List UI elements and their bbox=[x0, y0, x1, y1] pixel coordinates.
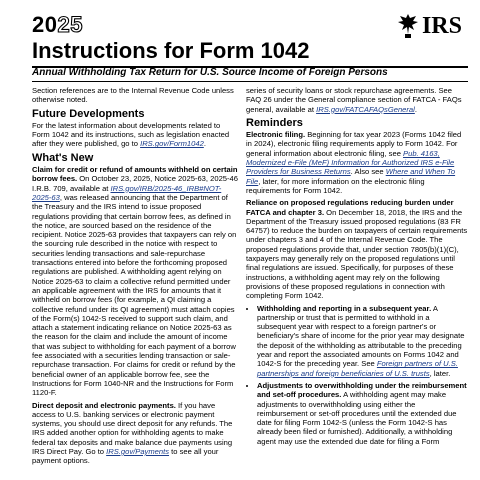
paragraph-reliance-proposed-regs: Reliance on proposed regulations reducing burden under FATCA and chapter 3. On December 18, 2018, the IRS and the Department of the Treasury issued proposed regulations (83 FR 64757) to reduce the burden on taxpayers of certain requirements under chapters 3 and 4 of the Internal Revenue Code. The proposed regulations provide that, under section 7805(b)(1)(C), taxpayers may generally rely on the proposed regulations until final regulations are issued. Specifically, for purposes of these instructions, a withholding agent may rely on the following provisions of these proposed regulations in connection with completing Form 1042. bbox=[246, 198, 468, 301]
paragraph-borrow-fees: Claim for credit or refund of amounts withheld on certain borrow fees. On October 23, 2025, Notice 2025-63, 2025-46 I.R.B. 709, available at IRS.gov/IRB/2025-46_IRB#NOT-2025-63, was released announcing that the Department of the Treasury and the IRS intend to issue proposed regulations providing that certain borrow fees, as defined in the notice, are sourced based on the residence of the recipient. Notice 2025-63 provides that taxpayers can rely on the sourcing rule described in the notice with respect to securities lending transactions and sale-repurchase transactions entered into before the forthcoming proposed regulations are published. A withholding agent relying on Notice 2025-63 to claim a collective refund permitted under an applicable agreement with the IRS for amounts that it withheld on borrow fees (for example, a QI claiming a collective refund under its QI agreement) must attach copies of the Form(s) 1042-S received to support such claim, and attach a statement indicating reliance on Notice 2025-63 as the reason for the claim and include the amount of income that was subject to withholding for each payment of a borrow fee associated with a securities lending transaction or sale-repurchase transaction. For claims for credit or refund by the beneficial owner of an applicable borrow fee, see the Instructions for Form 1040-NR and the Instructions for Form 1120-F. bbox=[32, 165, 238, 398]
link-irs-payments[interactable]: IRS.gov/Payments bbox=[106, 446, 170, 456]
paragraph-electronic-filing: Electronic filing. Beginning for tax year 2023 (Forms 1042 filed in 2024), electronic filing requirements apply to Form 1042. For general information about electronic filing, see Pub. 4163, Modernized e-File (MeF) Information for Authorized IRS e-File Providers for Business Returns. Also see Where and When To File, later, for more information on the electronic filing requirements for Form 1042. bbox=[246, 130, 462, 195]
paragraph-continued: series of security loans or stock repurchase agreements. See FAQ 26 under the General compliance section of FATCA - FAQs general, available at IRS.gov/FATCAFAQsGeneral. bbox=[246, 86, 462, 114]
section-reference-note: Section references are to the Internal Revenue Code unless otherwise noted. bbox=[32, 86, 234, 105]
paragraph-direct-deposit: Direct deposit and electronic payments. If you have access to U.S. banking services or electronic payment systems, you should use direct deposit for any refunds. The IRS added another option for withholding agents to make federal tax deposits and make balance due payments using IRS Direct Pay. Go to IRS.gov/Payments to see all your payment options. bbox=[32, 400, 233, 466]
link-where-when-to-file[interactable]: Where and When To File bbox=[246, 167, 456, 186]
left-column bbox=[32, 86, 238, 469]
link-notice-2025-63[interactable]: IRS.gov/IRB/2025-46_IRB#NOT-2025-63 bbox=[32, 183, 222, 202]
reliance-bullet-list bbox=[246, 304, 468, 446]
document-subtitle: Annual Withholding Tax Return for U.S. Source Income of Foreign Persons bbox=[32, 67, 388, 78]
link-foreign-partners[interactable]: Foreign partners of U.S. partnerships and foreign beneficiaries of U.S. trusts bbox=[257, 359, 458, 378]
heading-whats-new: What's New bbox=[32, 151, 94, 164]
right-column bbox=[246, 86, 468, 449]
form-year bbox=[32, 12, 83, 38]
future-developments-text: For the latest information about developments related to Form 1042 and its instructions, such as legislation enacted after they were published, go to IRS.gov/Form1042. bbox=[32, 120, 230, 149]
irs-logo bbox=[396, 12, 462, 40]
year-solid: 20 bbox=[32, 12, 58, 37]
eagle-icon bbox=[396, 12, 420, 40]
bullet-subsequent-year: • Withholding and reporting in a subsequent year. A partnership or trust that is permitted to withhold in a subsequent year with respect to a foreign partner's or beneficiary's share of income for the prior year may designate the deposit of the withholding as attributable to the preceding year and report the associated amounts on Forms 1042 and 1042-S for the preceding year. See Foreign partners of U.S. partnerships and foreign beneficiaries of U.S. trusts, later. bbox=[257, 304, 468, 378]
year-outline: 25 bbox=[57, 12, 83, 37]
link-pub-4163[interactable]: Pub. 4163, Modernized e-File (MeF) Information for Authorized IRS e-File Providers for Business Returns bbox=[246, 148, 455, 177]
link-irs-form1042[interactable]: IRS.gov/Form1042 bbox=[140, 139, 204, 149]
irs-logo-text: IRS bbox=[421, 12, 462, 39]
link-fatca-faqs[interactable]: IRS.gov/FATCAFAQsGeneral bbox=[316, 104, 415, 114]
document-title: Instructions for Form 1042 bbox=[32, 38, 310, 63]
subtitle-rule bbox=[32, 81, 468, 82]
heading-future-developments: Future Developments bbox=[32, 107, 145, 120]
heading-reminders: Reminders bbox=[246, 116, 303, 129]
bullet-overwithholding: • Adjustments to overwithholding under the reimbursement and set-off procedures. A withholding agent may make adjustments to overwithholding using either the reimbursement or set-off procedures until the extended due date for filing Form 1042-S (unless the Form 1042-S has already been filed or furnished). Additionally, a withholding agent may use the extended due date for filing a Form bbox=[257, 381, 468, 446]
